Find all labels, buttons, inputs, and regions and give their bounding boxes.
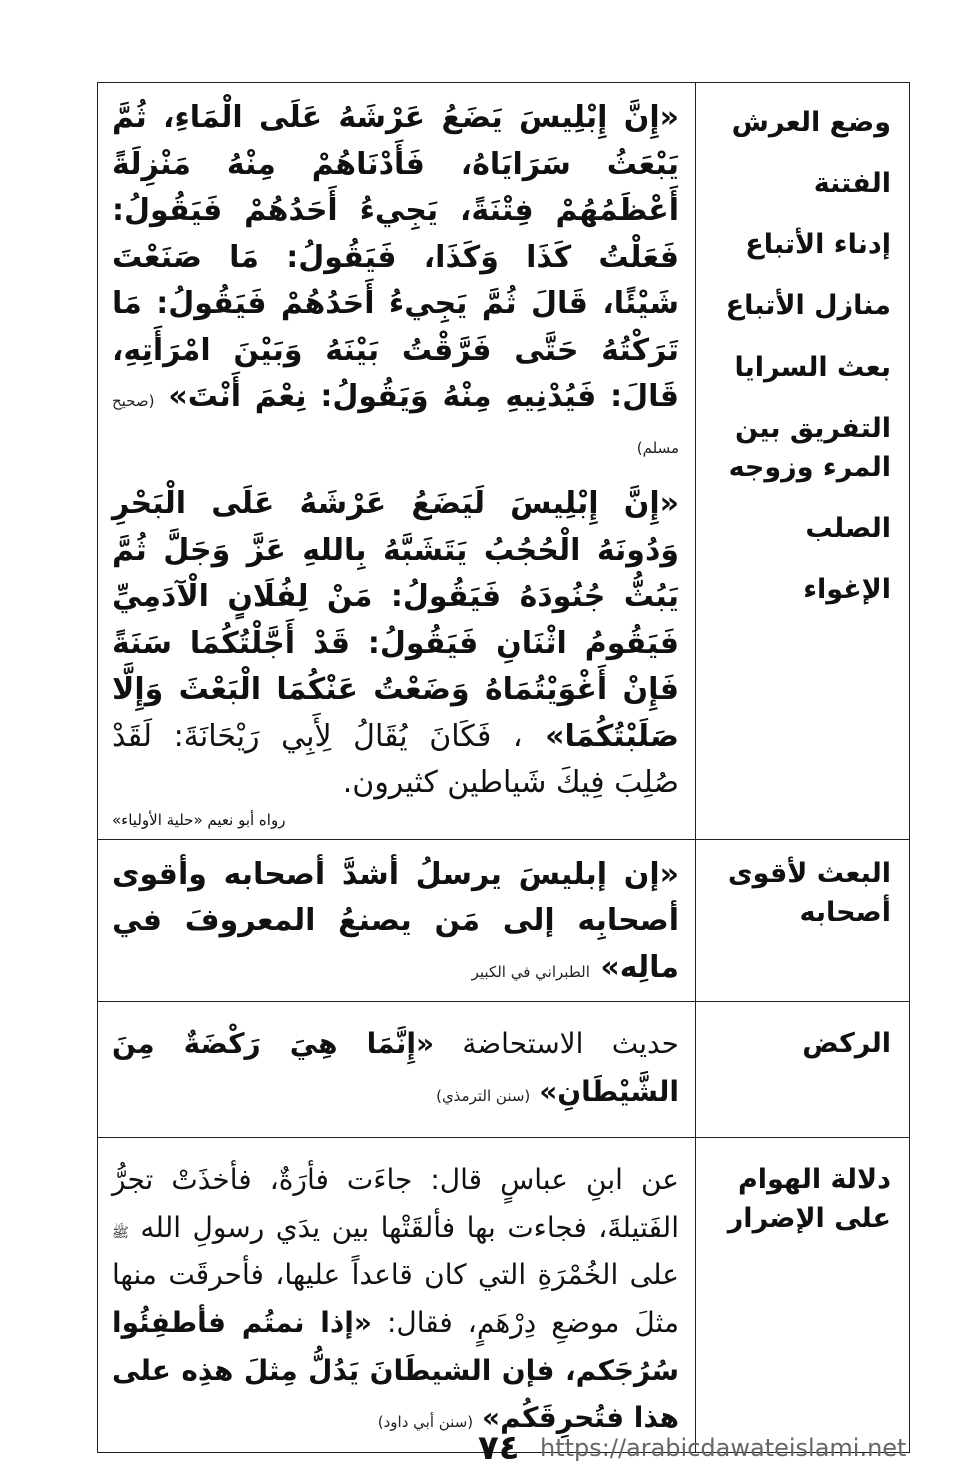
hadith-quote: «إن إبليسَ يرسلُ أشدَّ أصحابه وأقوى أصحابِه إلى مَن يصنعُ المعروفَ في مالِه» bbox=[112, 856, 679, 985]
page-footer bbox=[0, 1428, 966, 1468]
topic-label: التفريق بين المرء وزوجه bbox=[728, 412, 891, 483]
topic-label: الفتنة bbox=[813, 168, 891, 200]
topic-label: البعث لأقوى أصحابه bbox=[727, 857, 891, 928]
topic-label: إدناء الأتباع bbox=[745, 229, 891, 261]
hadith-text bbox=[112, 852, 679, 992]
hadith-narration: ، فَكَانَ يُقَالُ لِأَبِي رَيْحَانَةَ: لَقَدْ صُلِبَ فِيكَ شَياطين كثيرون. bbox=[112, 718, 679, 800]
website-url[interactable]: https://arabicdawateislami.net bbox=[540, 1434, 907, 1462]
hadith-quote: «إِنَّ إِبْلِيسَ لَيَضَعُ عَرْشَهُ عَلَى الْبَحْرِ وَدُونَهُ الْحُجُبُ يَتَشَبَّهُ بِاللهِ عَزَّ وَجَلَّ ثُمَّ يَبُثُّ جُنُودَهُ فَيَقُولُ: مَنْ لِفُلَانٍ الْآدَمِيِّ فَيَقُومُ اثْنَانِ فَيَقُولُ: قَدْ أَجَّلْتُكُمَا سَنَةً فَإِنْ أَغْوَيْتُمَاهُ وَضَعْتُ عَنْكُمَا الْبَعْثَ وَإِلَّا صَلَبْتُكُمَا» bbox=[112, 486, 679, 754]
topic-label: وضع العرش bbox=[731, 107, 891, 138]
table-row bbox=[98, 83, 910, 840]
content-cell bbox=[98, 839, 696, 1002]
narration-text: على الخُمْرَةِ التي كان قاعداً عليها، فأحرقَت منها مثلَ موضعِ دِرْهَمٍ، فقال: bbox=[112, 1258, 679, 1339]
hadith-source: (سنن الترمذي) bbox=[436, 1086, 531, 1105]
table-row bbox=[98, 1002, 910, 1138]
topic-cell bbox=[696, 83, 910, 840]
hadith-source: رواه أبو نعيم «حلية الأولياء» bbox=[112, 810, 286, 829]
topic-cell bbox=[696, 839, 910, 1002]
hadith-text bbox=[112, 1156, 679, 1442]
content-table bbox=[97, 82, 910, 1453]
hadith-quote: «إذا نمتُم فأطفِئُوا سُرُجَكم، فإن الشيطَانَ يَدُلُّ مِثلَ هذِه على هذا فتُحرِقَكُم» bbox=[112, 1305, 679, 1435]
page-number: ٧٤ bbox=[478, 1428, 520, 1468]
content-cell bbox=[98, 83, 696, 840]
hadith-text bbox=[112, 481, 679, 807]
topic-label: منازل الأتباع bbox=[725, 290, 891, 322]
table-row bbox=[98, 1138, 910, 1453]
topic-label: دلالة الهوام على الإضرار bbox=[727, 1164, 891, 1235]
hadith-text bbox=[112, 1020, 679, 1115]
hadith-source: (سنن أبي داود) bbox=[377, 1413, 474, 1432]
salutation-glyph: ﷺ bbox=[112, 1224, 129, 1241]
topic-label: الصلب bbox=[805, 512, 891, 544]
narration-text: عن ابنِ عباسٍ قال: جاءَت فأرَةٌ، فأخذَتْ تجرُّ الفَتيلةَ، فجاءت بها فألقَتْها بين يدَي رسولِ الله bbox=[112, 1163, 679, 1244]
topic-cell bbox=[696, 1138, 910, 1453]
topic-label: الركض bbox=[802, 1028, 891, 1059]
content-cell bbox=[98, 1002, 696, 1138]
hadith-quote: «إِنَّمَا هِيَ رَكْضَةٌ مِنَ الشَّيْطَانِ» bbox=[112, 1027, 679, 1108]
topic-label: الإغواء bbox=[803, 574, 891, 606]
content-cell bbox=[98, 1138, 696, 1453]
narration-prefix: حديث الاستحاضة bbox=[462, 1027, 679, 1060]
hadith-quote: «إِنَّ إِبْلِيسَ يَضَعُ عَرْشَهُ عَلَى الْمَاءِ، ثُمَّ يَبْعَثُ سَرَايَاهُ، فَأَدْنَاهُمْ مِنْهُ مَنْزِلَةً أَعْظَمُهُمْ فِتْنَةً، يَجِيءُ أَحَدُهُمْ فَيَقُولُ: فَعَلْتُ كَذَا وَكَذَا، فَيَقُولُ: مَا صَنَعْتَ شَيْئًا، قَالَ ثُمَّ يَجِيءُ أَحَدُهُمْ فَيَقُولُ: مَا تَرَكْتُهُ حَتَّى فَرَّقْتُ بَيْنَهُ وَبَيْنَ امْرَأَتِهِ، قَالَ: فَيُدْنِيهِ مِنْهُ وَيَقُولُ: نِعْمَ أَنْتَ» bbox=[112, 100, 680, 414]
hadith-text bbox=[112, 95, 679, 467]
hadith-source: الطبراني في الكبير bbox=[471, 962, 590, 981]
table-row bbox=[98, 839, 910, 1002]
topic-cell bbox=[696, 1002, 910, 1138]
topic-label: بعث السرايا bbox=[734, 351, 891, 383]
hadith-source: (صحيح مسلم) bbox=[112, 392, 679, 457]
